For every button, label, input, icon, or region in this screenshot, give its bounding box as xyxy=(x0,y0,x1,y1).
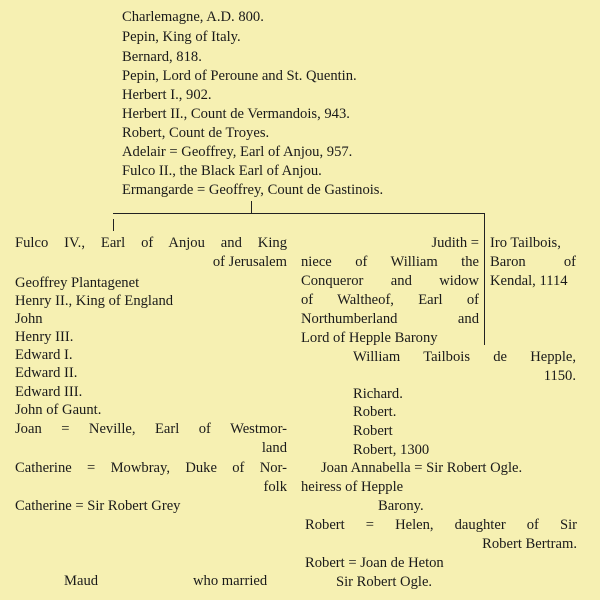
catherine-grey: Catherine = Sir Robert Grey xyxy=(15,498,181,514)
judith-line1: Judith = xyxy=(431,235,479,251)
joan-annabella: Joan Annabella = Sir Robert Ogle. xyxy=(321,460,523,476)
robert-1300: Robert, 1300 xyxy=(353,442,430,458)
robert-1: Robert. xyxy=(353,404,397,420)
branch-bar xyxy=(113,213,485,214)
iro-tailbois-line3: Kendal, 1114 xyxy=(490,273,568,289)
left-name-henry-3: Henry III. xyxy=(15,329,74,345)
catherine-mowbray-line1: Catherine = Mowbray, Duke of Nor- xyxy=(15,460,287,476)
left-branch-tick xyxy=(113,219,114,231)
robert-2: Robert xyxy=(353,423,393,439)
lineage-herbert-1: Herbert I., 902. xyxy=(122,87,212,103)
judith-line2: niece of William the xyxy=(301,254,479,270)
joan-neville-line1: Joan = Neville, Earl of Westmor- xyxy=(15,421,287,437)
robert-heton: Robert = Joan de Heton xyxy=(305,555,444,571)
iro-tailbois-line2: Baron of xyxy=(490,254,576,270)
who-married: who married xyxy=(193,573,268,589)
left-name-john: John xyxy=(15,311,43,327)
lineage-fulco-2: Fulco II., the Black Earl of Anjou. xyxy=(122,163,322,179)
maud: Maud xyxy=(64,573,99,589)
lineage-charlemagne: Charlemagne, A.D. 800. xyxy=(122,9,264,25)
right-branch-divider xyxy=(484,213,485,345)
robert-helen-line2: Robert Bertram. xyxy=(482,536,577,552)
joan-neville-line2: land xyxy=(261,440,287,456)
left-name-geoffrey: Geoffrey Plantagenet xyxy=(15,275,140,291)
iro-tailbois-line1: Iro Tailbois, xyxy=(490,235,561,251)
judith-line5: Northumberland and xyxy=(301,311,479,327)
richard: Richard. xyxy=(353,386,403,402)
left-name-edward-3: Edward III. xyxy=(15,384,83,400)
fulco-4-line2: of Jerusalem xyxy=(212,254,287,270)
judith-line6: Lord of Hepple Barony xyxy=(301,330,438,346)
lineage-pepin-peroune: Pepin, Lord of Peroune and St. Quentin. xyxy=(122,68,357,84)
left-name-john-gaunt: John of Gaunt. xyxy=(15,402,102,418)
lineage-adelair: Adelair = Geoffrey, Earl of Anjou, 957. xyxy=(122,144,353,160)
william-tailbois-line2: 1150. xyxy=(543,368,576,384)
lineage-herbert-2: Herbert II., Count de Vermandois, 943. xyxy=(122,106,350,122)
lineage-ermangarde: Ermangarde = Geoffrey, Count de Gastinois. xyxy=(122,182,384,198)
lineage-robert-troyes: Robert, Count de Troyes. xyxy=(122,125,270,141)
lineage-bernard: Bernard, 818. xyxy=(122,49,202,65)
judith-line3: Conqueror and widow xyxy=(301,273,479,289)
judith-line4: of Waltheof, Earl of xyxy=(301,292,479,308)
fulco-4-line1: Fulco IV., Earl of Anjou and King xyxy=(15,235,287,251)
heiress-line1: heiress of Hepple xyxy=(301,479,404,495)
lineage-pepin-italy: Pepin, King of Italy. xyxy=(122,29,241,45)
left-name-henry-2: Henry II., King of England xyxy=(15,293,174,309)
left-name-edward-2: Edward II. xyxy=(15,365,78,381)
catherine-mowbray-line2: folk xyxy=(263,479,287,495)
heiress-line2: Barony. xyxy=(378,498,424,514)
descent-line xyxy=(251,201,252,213)
robert-helen-line1: Robert = Helen, daughter of Sir xyxy=(305,517,577,533)
left-name-edward-1: Edward I. xyxy=(15,347,73,363)
william-tailbois-line1: William Tailbois de Hepple, xyxy=(353,349,576,365)
sir-robert-ogle: Sir Robert Ogle. xyxy=(336,574,433,590)
